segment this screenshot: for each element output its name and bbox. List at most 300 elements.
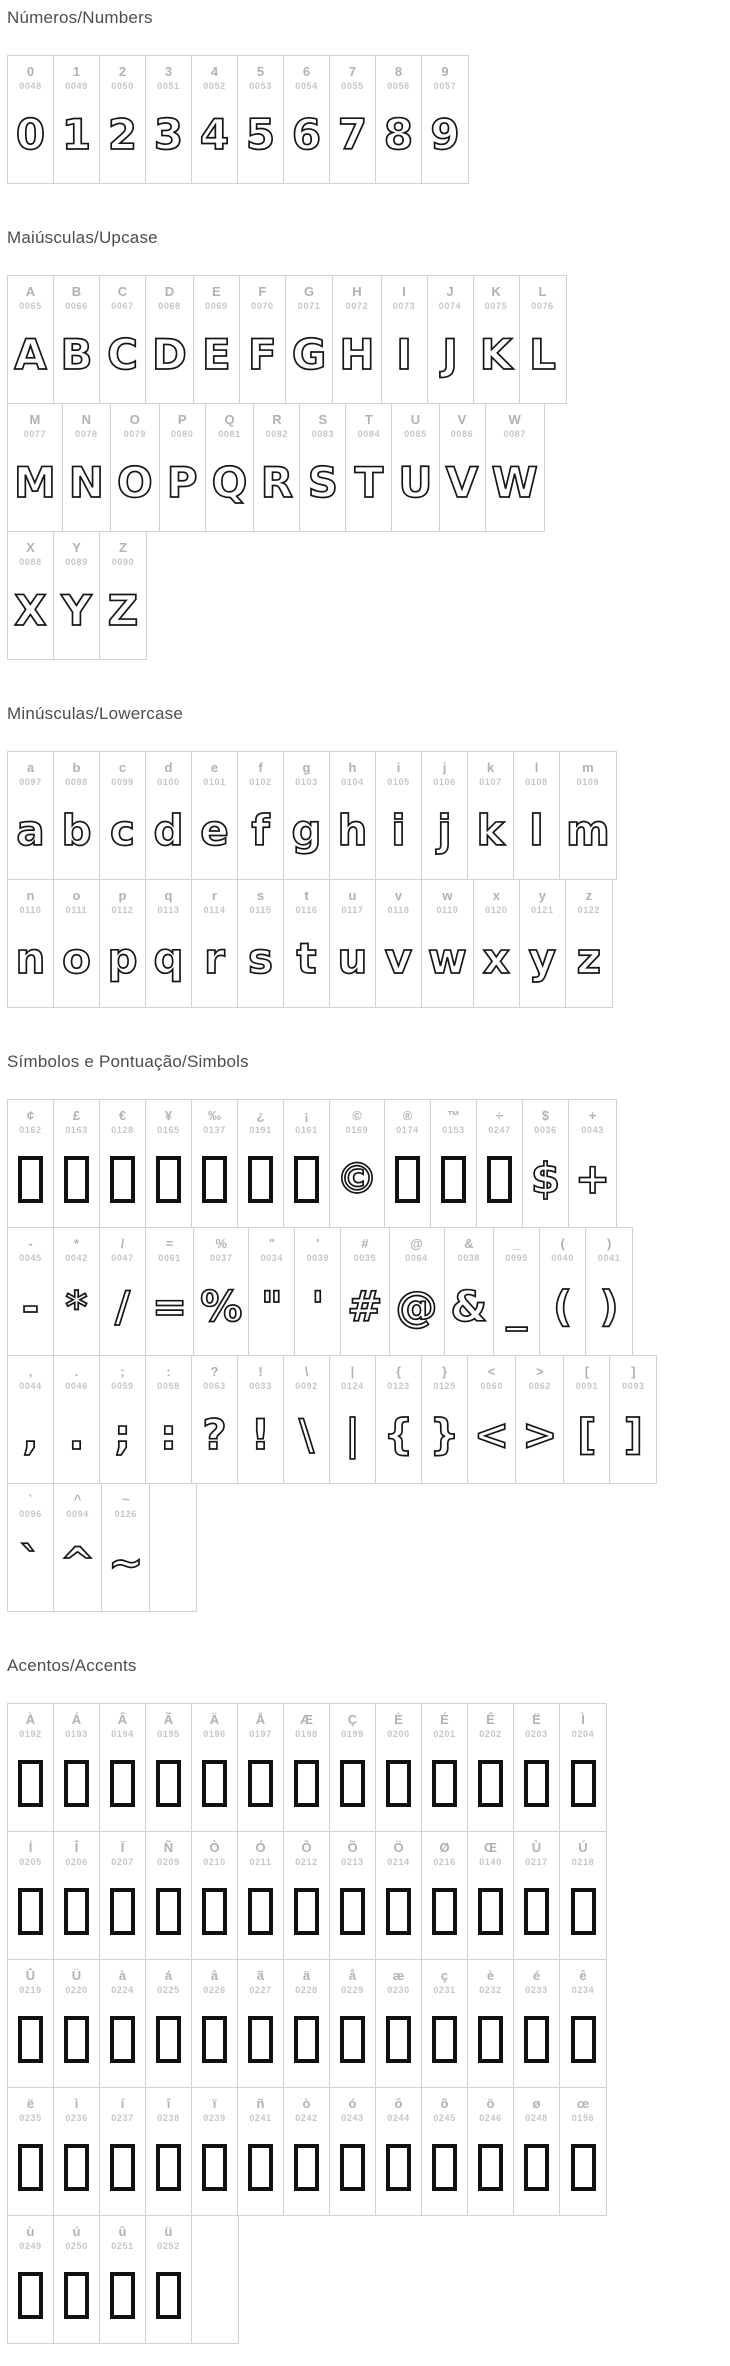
- char-cell: [468, 752, 514, 879]
- char-cell: [514, 1960, 560, 2087]
- missing-glyph-box-icon: [156, 1760, 181, 1807]
- font-glyph: U: [398, 458, 433, 507]
- unicode-code: 0103: [295, 777, 318, 787]
- glyph-area: [66, 1269, 88, 1345]
- unicode-code: 0042: [65, 1253, 88, 1263]
- font-glyph: .: [68, 1410, 85, 1459]
- glyph-area: [296, 921, 316, 997]
- unicode-code: 0041: [597, 1253, 621, 1263]
- unicode-code: 0052: [203, 81, 226, 91]
- font-glyph: L: [529, 330, 556, 379]
- unicode-code: 0075: [484, 301, 508, 311]
- unicode-code: 0193: [65, 1729, 88, 1739]
- glyph-area: [152, 1269, 187, 1345]
- glyph-area: [477, 793, 505, 869]
- reference-char: £: [72, 1108, 81, 1123]
- glyph-area: [61, 793, 91, 869]
- char-row: [7, 403, 545, 532]
- unicode-code: 0110: [19, 905, 42, 915]
- unicode-code: 0197: [249, 1729, 272, 1739]
- glyph-area: [18, 2257, 43, 2333]
- unicode-code: 0112: [111, 905, 134, 915]
- char-cell: [238, 56, 284, 183]
- char-cell: [486, 404, 544, 531]
- unicode-code: 0082: [265, 429, 289, 439]
- char-cell: [54, 1704, 100, 1831]
- reference-char: Î: [74, 1840, 79, 1855]
- reference-char: æ: [392, 1968, 405, 1983]
- font-glyph: a: [16, 806, 45, 855]
- char-cell: [284, 880, 330, 1007]
- char-cell: [494, 1228, 540, 1355]
- char-cell: [54, 56, 100, 183]
- unicode-code: 0153: [442, 1125, 465, 1135]
- char-cell: [54, 752, 100, 879]
- glyph-area: [338, 921, 368, 997]
- missing-glyph-box-icon: [156, 2016, 181, 2063]
- unicode-code: 0093: [622, 1381, 645, 1391]
- unicode-code: 0070: [251, 301, 274, 311]
- font-glyph: Z: [107, 586, 139, 635]
- reference-char: e: [210, 760, 219, 775]
- char-table: [7, 751, 730, 1008]
- reference-char: l: [534, 760, 539, 775]
- char-cell: [8, 2216, 54, 2343]
- reference-char: E: [212, 284, 221, 299]
- missing-glyph-box-icon: [202, 1760, 227, 1807]
- glyph-area: [478, 1745, 503, 1821]
- reference-char: ¢: [26, 1108, 35, 1123]
- char-cell: [238, 752, 284, 879]
- missing-glyph-box-icon: [441, 1156, 466, 1203]
- font-glyph: u: [337, 934, 368, 983]
- glyph-area: [478, 2129, 503, 2205]
- char-cell: [330, 880, 376, 1007]
- font-glyph: *: [65, 1282, 88, 1331]
- glyph-area: [248, 317, 277, 393]
- unicode-code: 0162: [19, 1125, 42, 1135]
- reference-char: u: [348, 888, 357, 903]
- reference-char: 8: [394, 64, 403, 79]
- glyph-area: [600, 1269, 619, 1345]
- font-glyph: \: [298, 1410, 315, 1459]
- unicode-code: 0123: [387, 1381, 410, 1391]
- char-cell: [474, 880, 520, 1007]
- font-glyph: E: [202, 330, 231, 379]
- char-cell: [8, 404, 63, 531]
- font-glyph: ^: [60, 1538, 96, 1587]
- font-glyph: B: [60, 330, 93, 379]
- glyph-area: [261, 1269, 283, 1345]
- glyph-area: [64, 1141, 89, 1217]
- font-glyph: o: [62, 934, 91, 983]
- glyph-area: [202, 2129, 227, 2205]
- glyph-area: [428, 921, 467, 997]
- reference-char: 2: [118, 64, 127, 79]
- glyph-area: [437, 793, 451, 869]
- font-glyph: 4: [199, 110, 230, 159]
- reference-char: *: [73, 1236, 80, 1251]
- glyph-area: [200, 793, 229, 869]
- font-glyph: C: [107, 330, 138, 379]
- char-cell: [431, 1100, 477, 1227]
- char-cell: [8, 880, 54, 1007]
- char-cell: [333, 276, 381, 403]
- missing-glyph-box-icon: [478, 1760, 503, 1807]
- unicode-code: 0083: [311, 429, 335, 439]
- glyph-area: [117, 445, 153, 521]
- reference-char: O: [129, 412, 140, 427]
- glyph-area: [60, 1525, 95, 1601]
- missing-glyph-box-icon: [110, 1760, 135, 1807]
- char-cell: [100, 752, 146, 879]
- glyph-area: [14, 445, 56, 521]
- reference-char: Å: [255, 1712, 266, 1727]
- glyph-area: [441, 1141, 466, 1217]
- font-glyph: J: [442, 330, 458, 379]
- missing-glyph-box-icon: [386, 1760, 411, 1807]
- reference-char: Ü: [71, 1968, 82, 1983]
- unicode-code: 0250: [65, 2241, 88, 2251]
- reference-char: n: [26, 888, 35, 903]
- unicode-code: 0060: [480, 1381, 503, 1391]
- unicode-code: 0161: [295, 1125, 318, 1135]
- unicode-code: 0198: [295, 1729, 318, 1739]
- font-glyph: D: [152, 330, 187, 379]
- glyph-area: [294, 1141, 319, 1217]
- glyph-area: [212, 445, 248, 521]
- glyph-area: [524, 2001, 549, 2077]
- glyph-area: [340, 2129, 365, 2205]
- unicode-code: 0239: [203, 2113, 226, 2123]
- glyph-area: [624, 1397, 643, 1473]
- unicode-code: 0102: [249, 777, 272, 787]
- char-cell: [100, 1960, 146, 2087]
- font-glyph: H: [339, 330, 375, 379]
- char-cell: [238, 1100, 284, 1227]
- missing-glyph-box-icon: [478, 1888, 503, 1935]
- glyph-area: [430, 97, 459, 173]
- font-glyph: Y: [61, 586, 92, 635]
- missing-glyph-box-icon: [478, 2016, 503, 2063]
- reference-char: |: [350, 1364, 355, 1379]
- unicode-code: 0095: [505, 1253, 528, 1263]
- char-cell: [54, 532, 100, 659]
- unicode-code: 0230: [387, 1985, 410, 1995]
- font-glyph: g: [291, 806, 322, 855]
- char-cell: [100, 276, 146, 403]
- reference-char: m: [582, 760, 594, 775]
- font-glyph: ]: [623, 1410, 643, 1459]
- char-cell: [192, 1100, 238, 1227]
- reference-char: Ô: [301, 1840, 312, 1855]
- font-glyph: l: [529, 806, 544, 855]
- glyph-area: [442, 317, 458, 393]
- char-cell: [468, 1960, 514, 2087]
- char-cell: [474, 276, 520, 403]
- char-cell: [382, 276, 428, 403]
- font-glyph: r: [204, 934, 225, 983]
- section-symbols: [7, 1052, 730, 1612]
- unicode-code: 0218: [571, 1857, 595, 1867]
- char-cell: [146, 752, 192, 879]
- glyph-area: [248, 921, 273, 997]
- font-glyph: ": [260, 1282, 283, 1331]
- glyph-area: [355, 445, 384, 521]
- font-glyph: T: [354, 458, 384, 507]
- unicode-code: 0089: [65, 557, 88, 567]
- missing-glyph-box-icon: [294, 1760, 319, 1807]
- reference-char: Õ: [347, 1840, 358, 1855]
- reference-char: M: [29, 412, 41, 427]
- char-cell: [422, 880, 474, 1007]
- unicode-code: 0065: [19, 301, 42, 311]
- glyph-area: [474, 1397, 509, 1473]
- reference-char: z: [585, 888, 593, 903]
- unicode-code: 0051: [157, 81, 180, 91]
- char-cell: [146, 2216, 192, 2343]
- glyph-area: [571, 1745, 596, 1821]
- glyph-area: [114, 1397, 131, 1473]
- glyph-area: [64, 1873, 89, 1949]
- unicode-code: 0084: [357, 429, 381, 439]
- missing-glyph-box-icon: [156, 1888, 181, 1935]
- char-cell: [194, 276, 240, 403]
- glyph-area: [398, 445, 432, 521]
- glyph-area: [110, 1745, 135, 1821]
- unicode-code: 0092: [295, 1381, 318, 1391]
- glyph-area: [107, 921, 137, 997]
- unicode-code: 0096: [19, 1509, 42, 1519]
- char-cell: [100, 1356, 146, 1483]
- reference-char: ': [316, 1236, 320, 1251]
- char-cell: [192, 1960, 238, 2087]
- unicode-code: 0242: [295, 2113, 318, 2123]
- unicode-code: 0035: [353, 1253, 377, 1263]
- font-glyph: G: [291, 330, 327, 379]
- section-title: Maiúsculas/Upcase: [7, 228, 158, 247]
- unicode-code: 0245: [433, 2113, 456, 2123]
- glyph-area: [153, 793, 183, 869]
- char-cell: [295, 1228, 341, 1355]
- unicode-code: 0109: [576, 777, 600, 787]
- char-cell: [284, 56, 330, 183]
- unicode-code: 0205: [19, 1857, 42, 1867]
- unicode-code: 0220: [65, 1985, 88, 1995]
- reference-char: Ñ: [163, 1840, 174, 1855]
- reference-char: 9: [441, 64, 449, 79]
- glyph-area: [311, 1269, 324, 1345]
- font-glyph: Q: [211, 458, 248, 507]
- reference-char: H: [352, 284, 362, 299]
- reference-char: p: [118, 888, 127, 903]
- reference-char: î: [166, 2096, 171, 2111]
- missing-glyph-box-icon: [248, 1760, 273, 1807]
- char-cell: [54, 2216, 100, 2343]
- glyph-area: [202, 1141, 227, 1217]
- char-cell: [192, 1704, 238, 1831]
- char-cell: [194, 1228, 249, 1355]
- char-cell: [238, 1704, 284, 1831]
- reference-char: Ï: [120, 1840, 125, 1855]
- reference-char: g: [302, 760, 311, 775]
- char-cell: [238, 2088, 284, 2215]
- reference-char: œ: [576, 2096, 590, 2111]
- char-cell: [192, 2088, 238, 2215]
- font-glyph: ': [311, 1282, 325, 1331]
- unicode-code: 0057: [433, 81, 457, 91]
- unicode-code: 0126: [114, 1509, 138, 1519]
- unicode-code: 0214: [387, 1857, 410, 1867]
- glyph-area: [202, 1397, 226, 1473]
- char-cell: [100, 1100, 146, 1227]
- char-cell: [238, 1960, 284, 2087]
- unicode-code: 0192: [19, 1729, 42, 1739]
- glyph-area: [291, 793, 321, 869]
- font-glyph: p: [107, 934, 138, 983]
- unicode-code: 0207: [111, 1857, 134, 1867]
- unicode-code: 0085: [404, 429, 427, 439]
- char-row: [7, 1831, 607, 1960]
- reference-char: Œ: [484, 1840, 497, 1855]
- unicode-code: 0202: [479, 1729, 502, 1739]
- char-cell: [63, 404, 111, 531]
- glyph-area: [20, 1525, 41, 1601]
- font-glyph: f: [251, 806, 270, 855]
- char-row: [7, 879, 613, 1008]
- char-cell: [422, 752, 468, 879]
- char-cell: [523, 1100, 569, 1227]
- glyph-area: [432, 1873, 457, 1949]
- char-cell: [146, 880, 192, 1007]
- reference-char: 3: [164, 64, 173, 79]
- char-cell: [146, 2088, 192, 2215]
- char-cell: [376, 1704, 422, 1831]
- char-cell: [520, 276, 566, 403]
- glyph-area: [154, 97, 183, 173]
- reference-char: Ö: [393, 1840, 404, 1855]
- char-cell: [392, 404, 439, 531]
- char-cell: [192, 56, 238, 183]
- missing-glyph-box-icon: [18, 1156, 43, 1203]
- reference-char: ç: [440, 1968, 449, 1983]
- char-row: [7, 1959, 607, 2088]
- glyph-area: [478, 2001, 503, 2077]
- char-cell: [560, 1832, 606, 1959]
- glyph-area: [246, 97, 275, 173]
- reference-char: G: [304, 284, 315, 299]
- reference-char: k: [486, 760, 495, 775]
- unicode-code: 0054: [295, 81, 318, 91]
- unicode-code: 0034: [260, 1253, 283, 1263]
- char-cell: [422, 2088, 468, 2215]
- missing-glyph-box-icon: [294, 2016, 319, 2063]
- missing-glyph-box-icon: [340, 2016, 365, 2063]
- unicode-code: 0053: [249, 81, 272, 91]
- reference-char: /: [120, 1236, 125, 1251]
- unicode-code: 0246: [479, 2113, 502, 2123]
- glyph-area: [340, 1873, 365, 1949]
- reference-char: o: [72, 888, 81, 903]
- font-glyph: e: [200, 806, 229, 855]
- char-cell: [300, 404, 346, 531]
- glyph-area: [478, 1873, 503, 1949]
- unicode-code: 0087: [503, 429, 526, 439]
- font-glyph: R: [260, 458, 294, 507]
- char-cell: [385, 1100, 431, 1227]
- unicode-code: 0203: [525, 1729, 548, 1739]
- char-cell: [8, 276, 54, 403]
- reference-char: 4: [210, 64, 219, 79]
- reference-char: ì: [74, 2096, 79, 2111]
- reference-char: À: [25, 1712, 36, 1727]
- reference-char: ÷: [495, 1108, 504, 1123]
- unicode-code: 0036: [534, 1125, 557, 1135]
- font-glyph: M: [14, 458, 56, 507]
- glyph-area: [18, 1873, 43, 1949]
- glyph-area: [200, 97, 229, 173]
- char-cell: [192, 752, 238, 879]
- font-glyph: K: [479, 330, 513, 379]
- unicode-code: 0104: [341, 777, 364, 787]
- reference-char: K: [491, 284, 501, 299]
- char-cell: [422, 56, 468, 183]
- char-row: [7, 1483, 197, 1612]
- glyph-area: [156, 2257, 181, 2333]
- unicode-code: 0217: [525, 1857, 548, 1867]
- missing-glyph-box-icon: [395, 1156, 420, 1203]
- glyph-area: [571, 2001, 596, 2077]
- char-cell: [54, 1356, 100, 1483]
- char-cell: [249, 1228, 295, 1355]
- unicode-code: 0038: [457, 1253, 481, 1263]
- section-lowercase: [7, 704, 730, 1008]
- reference-char: =: [165, 1236, 174, 1251]
- unicode-code: 0231: [433, 1985, 456, 1995]
- unicode-code: 0196: [203, 1729, 226, 1739]
- reference-char: >: [536, 1364, 544, 1379]
- char-cell: [516, 1356, 564, 1483]
- reference-char: Ê: [486, 1712, 495, 1727]
- char-cell: [146, 1960, 192, 2087]
- char-cell: [54, 1960, 100, 2087]
- glyph-area: [391, 793, 405, 869]
- glyph-area: [110, 793, 135, 869]
- reference-char: `: [28, 1492, 33, 1507]
- font-glyph: S: [307, 458, 339, 507]
- unicode-code: 0206: [65, 1857, 88, 1867]
- unicode-code: 0033: [249, 1381, 272, 1391]
- font-glyph: 7: [337, 110, 368, 159]
- char-cell: [376, 1356, 422, 1483]
- reference-char: Z: [119, 540, 127, 555]
- reference-char: ,: [28, 1364, 33, 1379]
- glyph-area: [524, 2129, 549, 2205]
- glyph-area: [395, 1141, 420, 1217]
- missing-glyph-box-icon: [156, 1156, 181, 1203]
- glyph-area: [152, 317, 187, 393]
- glyph-area: [446, 445, 479, 521]
- reference-char: !: [258, 1364, 263, 1379]
- unicode-code: 0228: [295, 1985, 318, 1995]
- glyph-area: [566, 793, 610, 869]
- unicode-code: 0122: [577, 905, 601, 915]
- char-cell: [284, 1704, 330, 1831]
- glyph-area: [248, 2001, 273, 2077]
- glyph-area: [506, 1269, 527, 1345]
- reference-char: é: [532, 1968, 541, 1983]
- reference-char: +: [588, 1108, 597, 1123]
